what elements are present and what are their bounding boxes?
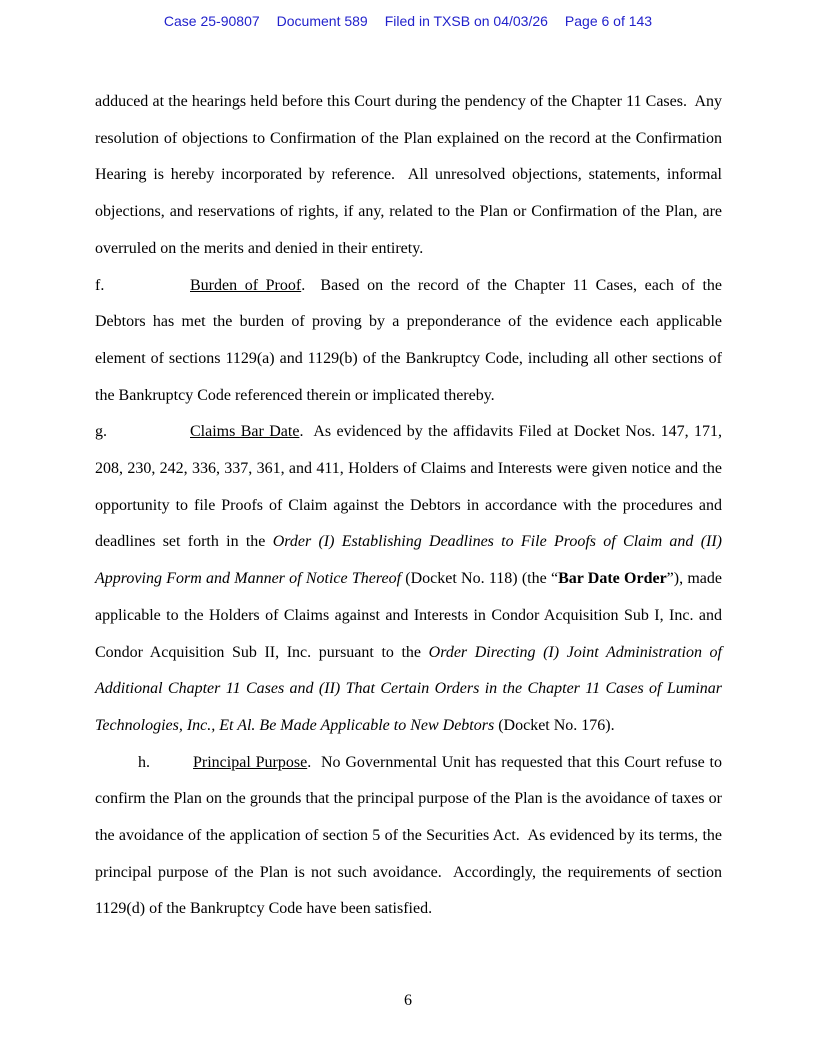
paragraph-heading: Principal Purpose — [193, 753, 308, 771]
text-segment: . As evidenced by the affidavits Filed at Docket Nos. 147, 171, 208, 230, 242, 336, 337, 361, and 411, Holders of Claims and Interests were given notice and the opportunity to file Proofs of Claim against the Debtors in accordance with the procedures and deadlines set forth in the — [95, 423, 723, 551]
document-body — [95, 84, 722, 928]
text-segment: (Docket No. 118) (the “ — [401, 570, 559, 588]
case-stamp-header — [0, 13, 816, 29]
paragraph-f — [95, 268, 722, 415]
text-segment: ”), made applicable to the Holders of Claims against and Interests in Condor Acquisition Sub I, Inc. and Condor Acquisition Sub II, Inc. pursuant to the — [95, 570, 722, 661]
paragraph-h — [95, 745, 722, 929]
text-segment: adduced at the hearings held before this Court during the pendency of the Chapter 11 Cases. Any resolution of objections to Confirmation of the Plan explained on the record at the Confirmation Hearing is hereby incorporated by reference. All unresolved objections, statements, informal objections, and reservations of rights, if any, related to the Plan or Confirmation of the Plan, are overruled on the merits and denied in their entirety. — [95, 93, 722, 257]
text-segment: Order (I) Establishing Deadlines to File Proofs of Claim and (II) Approving Form and Manner of Notice Thereof — [95, 533, 723, 588]
paragraph-letter: g. — [95, 423, 107, 441]
paragraph-g — [95, 414, 722, 744]
paragraph-letter: f. — [95, 276, 105, 294]
paragraph-continuation — [95, 84, 722, 268]
case-number: Case 25-90807 — [163, 13, 260, 29]
page-number: 6 — [404, 992, 412, 1009]
text-segment: . Based on the record of the Chapter 11 Cases, each of the Debtors has met the burden of proving by a preponderance of the evidence each applicable element of sections 1129(a) and 1129(b) of the Bankruptcy Code, including all other sections of the Bankruptcy Code referenced therein or implicated thereby. — [95, 276, 723, 404]
text-segment: (Docket No. 176). — [494, 716, 615, 734]
text-segment: . No Governmental Unit has requested that this Court refuse to confirm the Plan on the grounds that the principal purpose of the Plan is the avoidance of taxes or the avoidance of the application of section 5 of the Securities Act. As evidenced by its terms, the principal purpose of the Plan is not such avoidance. Accordingly, the requirements of section 1129(d) of the Bankruptcy Code have been satisfied. — [95, 753, 722, 918]
paragraph-letter: h. — [138, 753, 150, 771]
filed-stamp: Filed in TXSB on 04/03/26 — [384, 13, 548, 29]
paragraph-heading: Burden of Proof — [190, 276, 302, 294]
text-segment: Bar Date Order — [558, 570, 667, 588]
page-count: Page 6 of 143 — [564, 13, 653, 29]
document-number: Document 589 — [276, 13, 368, 29]
text-segment: Order Directing (I) Joint Administration of Additional Chapter 11 Cases and (II) That Certain Orders in the Chapter 11 Cases of Luminar Technologies, Inc., Et Al. Be Made Applicable to New Debtors — [95, 643, 723, 734]
paragraph-heading: Claims Bar Date — [190, 423, 300, 441]
